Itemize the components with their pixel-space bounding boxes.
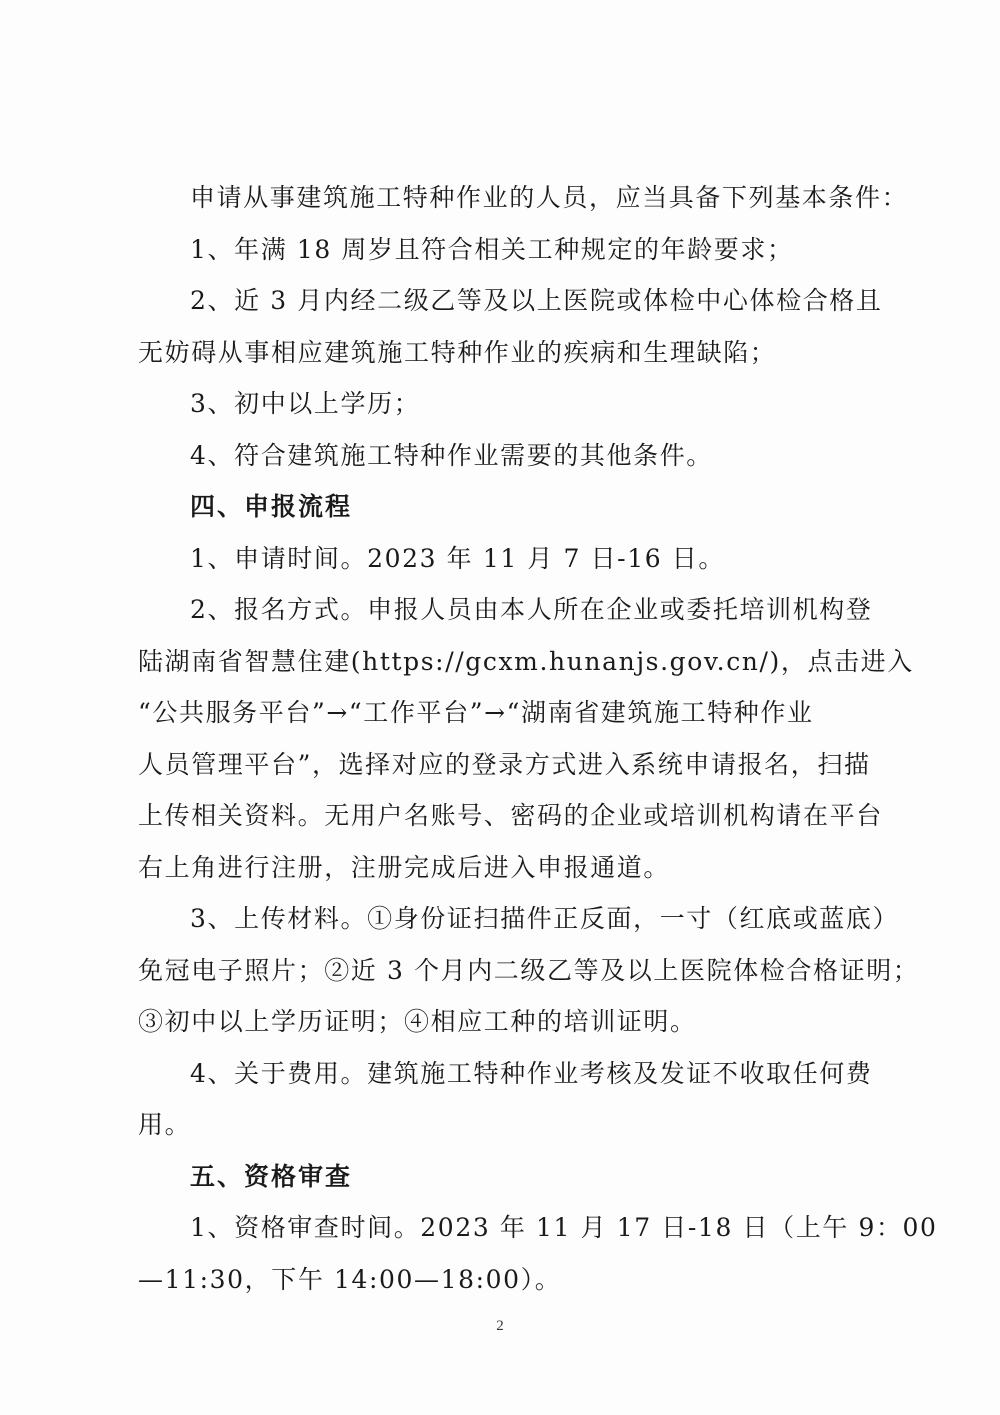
paragraph-line: 人员管理平台”，选择对应的登录方式进入系统申请报名，扫描 (138, 749, 871, 779)
paragraph-line: 3、初中以上学历； (190, 389, 421, 418)
paragraph-line: 无妨碍从事相应建筑施工特种作业的疾病和生理缺陷； (138, 337, 777, 367)
paragraph-line: 1、资格审查时间。2023 年 11 月 17 日-18 日（上午 9：00 (190, 1213, 938, 1242)
document-body (138, 172, 938, 1305)
paragraph-line: 4、关于费用。建筑施工特种作业考核及发证不收取任何费 (190, 1058, 873, 1088)
section-heading: 四、申报流程 (190, 492, 353, 521)
paragraph-line: 上传相关资料。无用户名账号、密码的企业或培训机构请在平台 (138, 801, 883, 830)
paragraph-line: 陆湖南省智慧住建(https://gcxm.hunanjs.gov.cn/)，点击进入 (138, 646, 914, 676)
paragraph-line: 2、近 3 月内经二级乙等及以上医院或体检中心体检合格且 (190, 286, 883, 315)
paragraph-line: 右上角进行注册，注册完成后进入申报通道。 (138, 852, 671, 882)
paragraph-line: 3、上传材料。①身份证扫描件正反面，一寸（红底或蓝底） (190, 904, 900, 933)
paragraph-line: 免冠电子照片；②近 3 个月内二级乙等及以上医院体检合格证明； (138, 955, 920, 985)
paragraph-line: 1、年满 18 周岁且符合相关工种规定的年龄要求； (190, 234, 794, 264)
paragraph-line: —11:30，下午 14:00—18:00）。 (138, 1264, 562, 1294)
paragraph-line: 用。 (138, 1110, 192, 1139)
section-heading: 五、资格审查 (190, 1161, 353, 1191)
page-number: 2 (496, 1318, 504, 1334)
paragraph-line: 1、申请时间。2023 年 11 月 7 日-16 日。 (190, 543, 725, 573)
paragraph-line: ③初中以上学历证明；④相应工种的培训证明。 (138, 1007, 697, 1036)
paragraph-line: “公共服务平台”→“工作平台”→“湖南省建筑施工特种作业 (138, 698, 814, 727)
paragraph-line: 4、符合建筑施工特种作业需要的其他条件。 (190, 440, 713, 470)
paragraph-line: 申请从事建筑施工特种作业的人员，应当具备下列基本条件： (190, 183, 909, 212)
paragraph-line: 2、报名方式。申报人员由本人所在企业或委托培训机构登 (190, 595, 873, 624)
